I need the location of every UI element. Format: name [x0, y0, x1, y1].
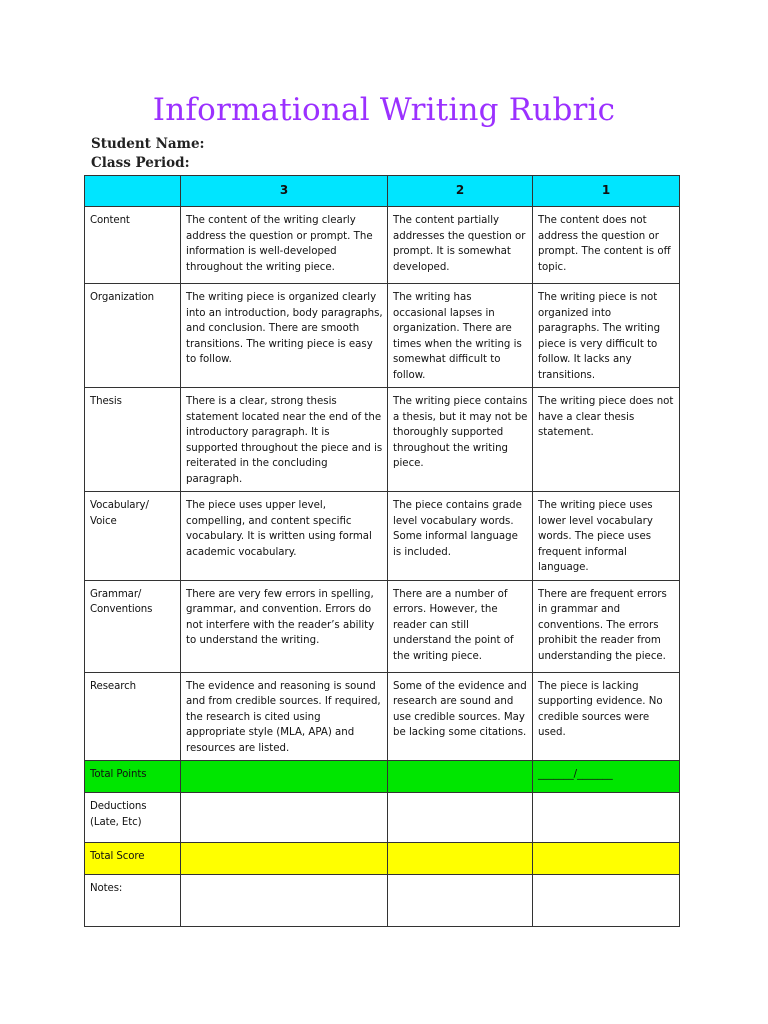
notes-cell-2[interactable] [388, 875, 533, 927]
criterion-label: Research [85, 672, 181, 761]
notes-cell-1[interactable] [533, 875, 680, 927]
cell-score-3: The content of the writing clearly address the question or prompt. The information is well-developed throughout the writing piece. [181, 207, 388, 284]
total-points-blank[interactable]: _______/_______ [533, 761, 680, 793]
total-points-cell-2[interactable] [388, 761, 533, 793]
row-total-score [85, 843, 680, 875]
class-period-label: Class Period: [91, 155, 190, 171]
cell-score-3: There are very few errors in spelling, grammar, and convention. Errors do not interfere with the reader’s ability to understand the writing. [181, 580, 388, 672]
cell-score-3: The writing piece is organized clearly into an introduction, body paragraphs, and conclusion. There are smooth transitions. The writing piece is easy to follow. [181, 284, 388, 388]
cell-score-3: The piece uses upper level, compelling, and content specific vocabulary. It is written using formal academic vocabulary. [181, 492, 388, 581]
row-research [85, 672, 680, 761]
row-content [85, 207, 680, 284]
cell-score-2: Some of the evidence and research are sound and use credible sources. May be lacking some citations. [388, 672, 533, 761]
cell-score-1: There are frequent errors in grammar and conventions. The errors prohibit the reader from understanding the piece. [533, 580, 680, 672]
cell-score-1: The writing piece does not have a clear thesis statement. [533, 388, 680, 492]
criterion-label: Grammar/ Conventions [85, 580, 181, 672]
cell-score-3: There is a clear, strong thesis statement located near the end of the introductory paragraph. It is supported throughout the piece and is reiterated in the concluding paragraph. [181, 388, 388, 492]
header-score-1: 1 [533, 176, 680, 207]
header-corner [85, 176, 181, 207]
total-score-cell-2[interactable] [388, 843, 533, 875]
header-score-2: 2 [388, 176, 533, 207]
header-score-3: 3 [181, 176, 388, 207]
deductions-label: Deductions (Late, Etc) [85, 793, 181, 843]
criterion-label: Content [85, 207, 181, 284]
total-score-cell-1[interactable] [533, 843, 680, 875]
deductions-cell-3[interactable] [181, 793, 388, 843]
deductions-cell-2[interactable] [388, 793, 533, 843]
criterion-label: Organization [85, 284, 181, 388]
cell-score-2: The writing piece contains a thesis, but it may not be thoroughly supported throughout the writing piece. [388, 388, 533, 492]
cell-score-2: The piece contains grade level vocabulary words. Some informal language is included. [388, 492, 533, 581]
row-organization [85, 284, 680, 388]
row-total-points [85, 761, 680, 793]
total-points-label: Total Points [85, 761, 181, 793]
cell-score-2: The writing has occasional lapses in organization. There are times when the writing is somewhat difficult to follow. [388, 284, 533, 388]
criterion-label: Thesis [85, 388, 181, 492]
row-vocabulary-voice [85, 492, 680, 581]
row-deductions [85, 793, 680, 843]
row-grammar-conventions [85, 580, 680, 672]
criterion-label: Vocabulary/ Voice [85, 492, 181, 581]
total-points-cell-3[interactable] [181, 761, 388, 793]
cell-score-2: There are a number of errors. However, the reader can still understand the point of the writing piece. [388, 580, 533, 672]
header-row [85, 176, 680, 207]
notes-label: Notes: [85, 875, 181, 927]
cell-score-1: The writing piece uses lower level vocabulary words. The piece uses frequent informal language. [533, 492, 680, 581]
cell-score-1: The content does not address the question or prompt. The content is off topic. [533, 207, 680, 284]
row-notes [85, 875, 680, 927]
cell-score-1: The piece is lacking supporting evidence. No credible sources were used. [533, 672, 680, 761]
page-title: Informational Writing Rubric [152, 92, 616, 128]
cell-score-2: The content partially addresses the question or prompt. It is somewhat developed. [388, 207, 533, 284]
deductions-cell-1[interactable] [533, 793, 680, 843]
student-name-label: Student Name: [91, 136, 205, 152]
cell-score-3: The evidence and reasoning is sound and from credible sources. If required, the research is cited using appropriate style (MLA, APA) and resources are listed. [181, 672, 388, 761]
rubric-table [84, 175, 680, 927]
row-thesis [85, 388, 680, 492]
total-score-label: Total Score [85, 843, 181, 875]
notes-cell-3[interactable] [181, 875, 388, 927]
total-score-cell-3[interactable] [181, 843, 388, 875]
cell-score-1: The writing piece is not organized into paragraphs. The writing piece is very difficult to follow. It lacks any transitions. [533, 284, 680, 388]
